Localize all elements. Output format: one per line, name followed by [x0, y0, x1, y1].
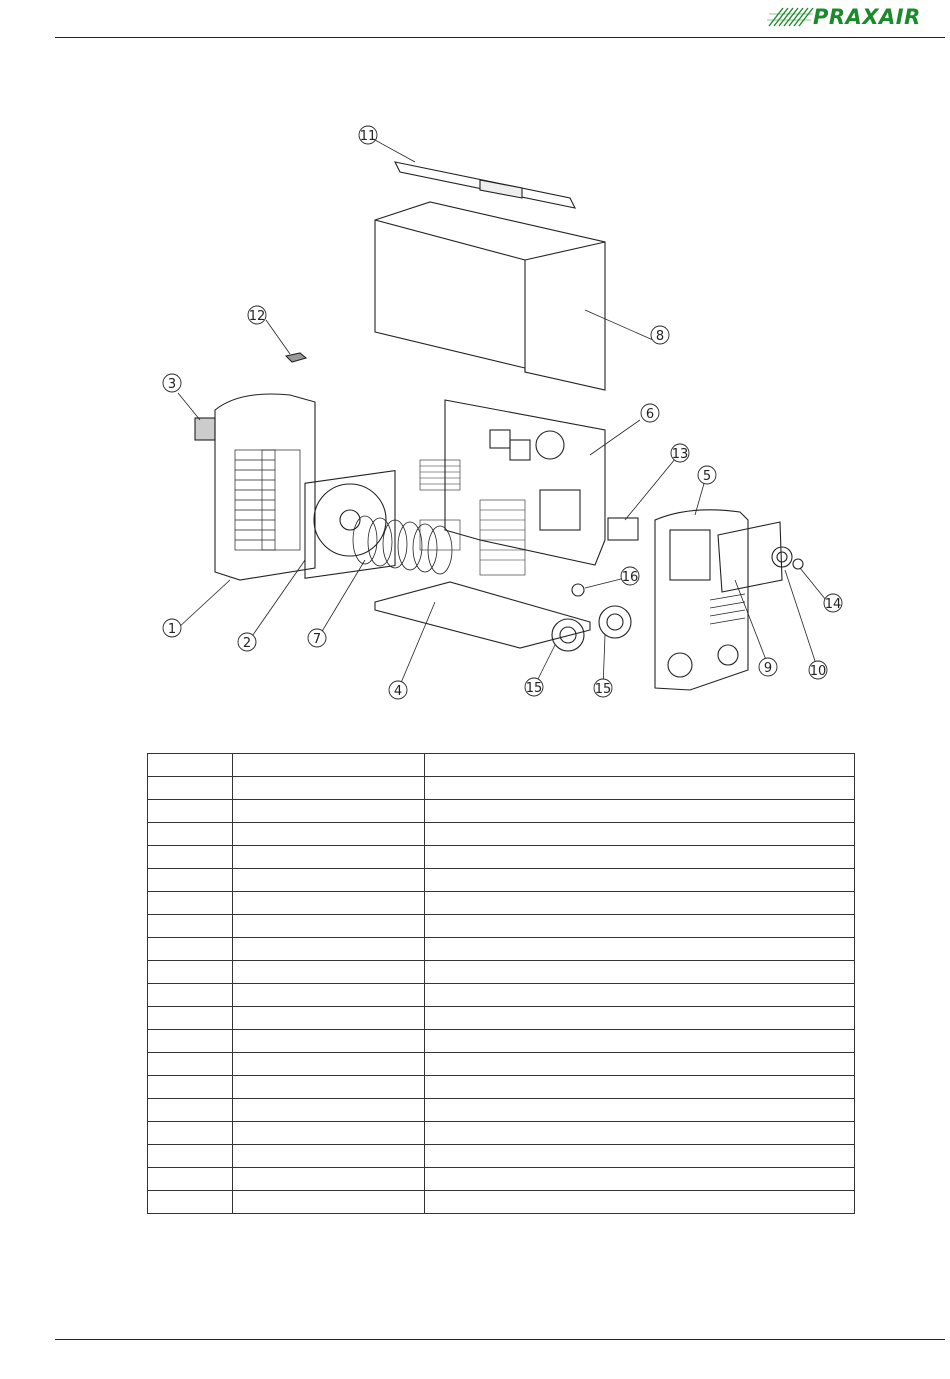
table-row — [148, 938, 855, 961]
table-cell — [233, 800, 425, 823]
table-cell — [148, 892, 233, 915]
table-cell — [425, 915, 855, 938]
table-cell — [148, 1191, 233, 1214]
table-cell — [425, 1053, 855, 1076]
table-row — [148, 846, 855, 869]
table-cell — [233, 1076, 425, 1099]
table-cell — [148, 1053, 233, 1076]
praxair-logo — [765, 4, 921, 30]
table-cell — [233, 1099, 425, 1122]
table-cell — [148, 777, 233, 800]
fan — [305, 471, 395, 579]
table-cell — [425, 1076, 855, 1099]
terminal — [608, 518, 638, 540]
table-row — [148, 823, 855, 846]
table-cell — [233, 984, 425, 1007]
callout-15a: 15 — [525, 681, 543, 696]
callout-9: 9 — [763, 661, 773, 676]
table-row — [148, 961, 855, 984]
callout-16: 16 — [621, 570, 639, 585]
table-cell — [233, 1122, 425, 1145]
table-row — [148, 1122, 855, 1145]
table-cell — [425, 892, 855, 915]
callout-11: 11 — [359, 129, 377, 144]
table-cell — [233, 1168, 425, 1191]
table-cell — [148, 984, 233, 1007]
table-cell — [148, 938, 233, 961]
table-cell — [148, 1122, 233, 1145]
footer-rule — [55, 1339, 945, 1340]
table-cell — [425, 984, 855, 1007]
table-row — [148, 1191, 855, 1214]
table-row — [148, 1145, 855, 1168]
duct — [353, 516, 452, 574]
table-cell — [148, 961, 233, 984]
table-row — [148, 1007, 855, 1030]
callout-13: 13 — [671, 447, 689, 462]
table-cell — [425, 754, 855, 777]
table-cell — [233, 892, 425, 915]
table-cell — [425, 823, 855, 846]
knob — [772, 547, 792, 567]
connector — [552, 619, 584, 651]
base — [375, 582, 590, 648]
table-cell — [148, 915, 233, 938]
table-row — [148, 1168, 855, 1191]
callout-14: 14 — [824, 597, 842, 612]
table-cell — [233, 1191, 425, 1214]
callout-7: 7 — [312, 632, 322, 647]
table-cell — [425, 961, 855, 984]
table-row — [148, 1053, 855, 1076]
table-cell — [425, 1191, 855, 1214]
clip — [286, 353, 306, 362]
header-rule — [55, 37, 945, 38]
table-cell — [233, 961, 425, 984]
table-row — [148, 984, 855, 1007]
table-row — [148, 1076, 855, 1099]
table-cell — [148, 1030, 233, 1053]
logo-stripes-icon — [765, 6, 815, 28]
table-cell — [425, 1030, 855, 1053]
table-row — [148, 777, 855, 800]
table-cell — [148, 869, 233, 892]
table-cell — [425, 846, 855, 869]
table-cell — [233, 938, 425, 961]
table-cell — [233, 1053, 425, 1076]
table-cell — [425, 1099, 855, 1122]
table-row — [148, 754, 855, 777]
table-cell — [148, 1168, 233, 1191]
brand-name: PRAXAIR — [813, 5, 921, 29]
table-cell — [233, 754, 425, 777]
table-cell — [148, 1076, 233, 1099]
table-cell — [425, 1145, 855, 1168]
table-cell — [148, 823, 233, 846]
table-row — [148, 892, 855, 915]
table-cell — [425, 1122, 855, 1145]
table-cell — [233, 869, 425, 892]
table-cell — [425, 800, 855, 823]
table-cell — [148, 754, 233, 777]
table-cell — [233, 1030, 425, 1053]
callout-8: 8 — [655, 329, 665, 344]
table-cell — [425, 869, 855, 892]
table-row — [148, 1099, 855, 1122]
callout-1: 1 — [167, 622, 177, 637]
connector — [599, 606, 631, 638]
callout-4: 4 — [393, 684, 403, 699]
table-cell — [148, 800, 233, 823]
table-row — [148, 800, 855, 823]
table-cell — [425, 1168, 855, 1191]
table-cell — [233, 915, 425, 938]
table-cell — [233, 823, 425, 846]
cover — [375, 202, 605, 390]
table-cell — [425, 777, 855, 800]
table-cell — [233, 1145, 425, 1168]
table-row — [148, 915, 855, 938]
table-cell — [148, 1007, 233, 1030]
callout-10: 10 — [809, 664, 827, 679]
table-cell — [148, 1099, 233, 1122]
callout-2: 2 — [242, 636, 252, 651]
table-row — [148, 1030, 855, 1053]
table-cell — [148, 846, 233, 869]
callout-5: 5 — [702, 469, 712, 484]
callout-3: 3 — [167, 377, 177, 392]
switch — [195, 418, 215, 440]
table-cell — [148, 1145, 233, 1168]
exploded-parts-diagram — [150, 110, 850, 710]
table-cell — [425, 1007, 855, 1030]
callout-6: 6 — [645, 407, 655, 422]
table-cell — [233, 846, 425, 869]
table-cell — [233, 777, 425, 800]
table-cell — [233, 1007, 425, 1030]
callout-12: 12 — [248, 309, 266, 324]
table-cell — [425, 938, 855, 961]
parts-table — [147, 753, 855, 1214]
table-row — [148, 869, 855, 892]
callout-15b: 15 — [594, 682, 612, 697]
